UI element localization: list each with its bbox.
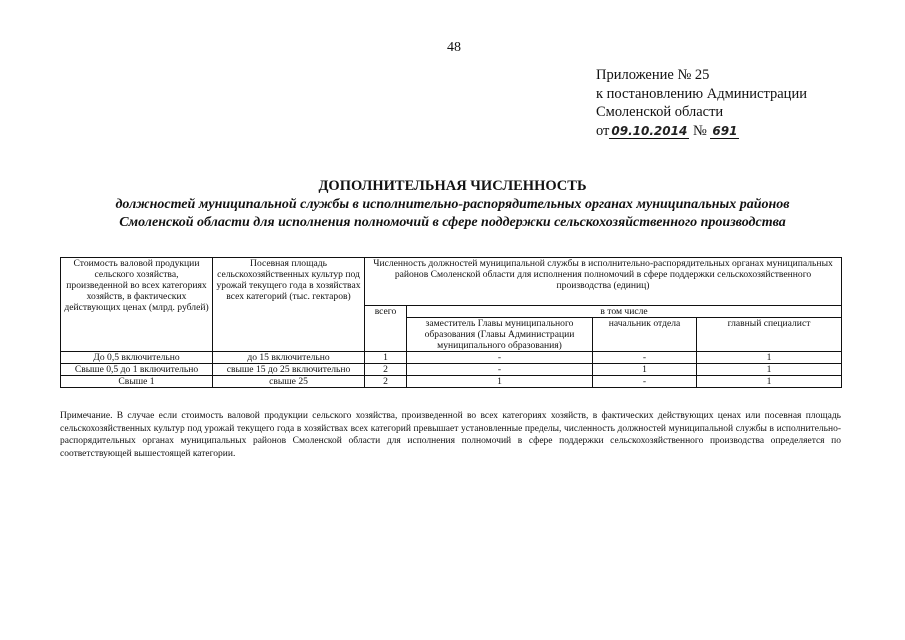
appendix-line3: Смоленской области [596, 104, 724, 120]
cell-deputy-head: - [407, 364, 593, 376]
cell-sown-area: до 15 включительно [213, 352, 365, 364]
header-chief-specialist: главный специалист [697, 318, 842, 352]
table-header-row [61, 258, 842, 306]
header-total: всего [365, 306, 407, 352]
staffing-table [60, 257, 842, 388]
table-row [61, 364, 842, 376]
cell-gross-output: До 0,5 включительно [61, 352, 213, 364]
cell-deputy-head: 1 [407, 376, 593, 388]
handwritten-number: 691 [712, 123, 738, 138]
cell-department-head: - [593, 352, 697, 364]
table-row [61, 352, 842, 364]
cell-department-head: - [593, 376, 697, 388]
header-including: в том числе [407, 306, 842, 318]
cell-department-head: 1 [593, 364, 697, 376]
cell-chief-specialist: 1 [697, 364, 842, 376]
date-prefix: от [596, 122, 610, 139]
cell-total: 2 [365, 376, 407, 388]
cell-total: 1 [365, 352, 407, 364]
appendix-date-line [596, 122, 807, 141]
cell-chief-specialist: 1 [697, 352, 842, 364]
cell-chief-specialist: 1 [697, 376, 842, 388]
number-prefix: № [692, 122, 707, 139]
cell-sown-area: свыше 15 до 25 включительно [213, 364, 365, 376]
footnote: Примечание. В случае если стоимость валовой продукции сельского хозяйства, произведенной во всех категориях хозяйств, в фактических действующих ценах или посевная площадь сельскохозяйственных культур под урожай текущего года в хозяйствах всех категорий превышает установленные пределы, численность должностей муниципальной службы в исполнительно-распорядительных органах муниципальных районов Смоленской области для исполнения полномочий в сфере поддержки сельскохозяйственного производства определяется по соответствующей вышестоящей категории. [60, 411, 841, 459]
document-title: ДОПОЛНИТЕЛЬНАЯ ЧИСЛЕННОСТЬ [318, 178, 587, 194]
cell-total: 2 [365, 364, 407, 376]
table-row [61, 376, 842, 388]
cell-sown-area: свыше 25 [213, 376, 365, 388]
handwritten-date: 09.10.2014 [611, 123, 688, 138]
header-deputy-head: заместитель Главы муниципального образования (Главы Администрации муниципального образования) [407, 318, 593, 352]
header-gross-output: Стоимость валовой продукции сельского хозяйства, произведенной во всех категориях хозяйств, в фактических действующих ценах (млрд. рублей) [61, 258, 213, 352]
page-number: 48 [447, 40, 461, 55]
cell-gross-output: Свыше 1 [61, 376, 213, 388]
appendix-line2: к постановлению Администрации [596, 85, 807, 102]
appendix-line1: Приложение № 25 [596, 67, 710, 83]
document-subtitle-line1: должностей муниципальной службы в исполнительно-распорядительных органах муниципальных районов [115, 197, 790, 212]
header-sown-area: Посевная площадь сельскохозяйственных культур под урожай текущего года в хозяйствах всех категорий (тыс. гектаров) [213, 258, 365, 352]
header-staff-count: Численность должностей муниципальной службы в исполнительно-распорядительных органах муниципальных районов Смоленской области для исполнения полномочий в сфере поддержки сельскохозяйственного производства (единиц) [365, 258, 842, 306]
cell-deputy-head: - [407, 352, 593, 364]
appendix-block [596, 66, 807, 140]
document-subtitle-line2: Смоленской области для исполнения полномочий в сфере поддержки сельскохозяйственного производства [119, 215, 786, 230]
cell-gross-output: Свыше 0,5 до 1 включительно [61, 364, 213, 376]
header-department-head: начальник отдела [593, 318, 697, 352]
